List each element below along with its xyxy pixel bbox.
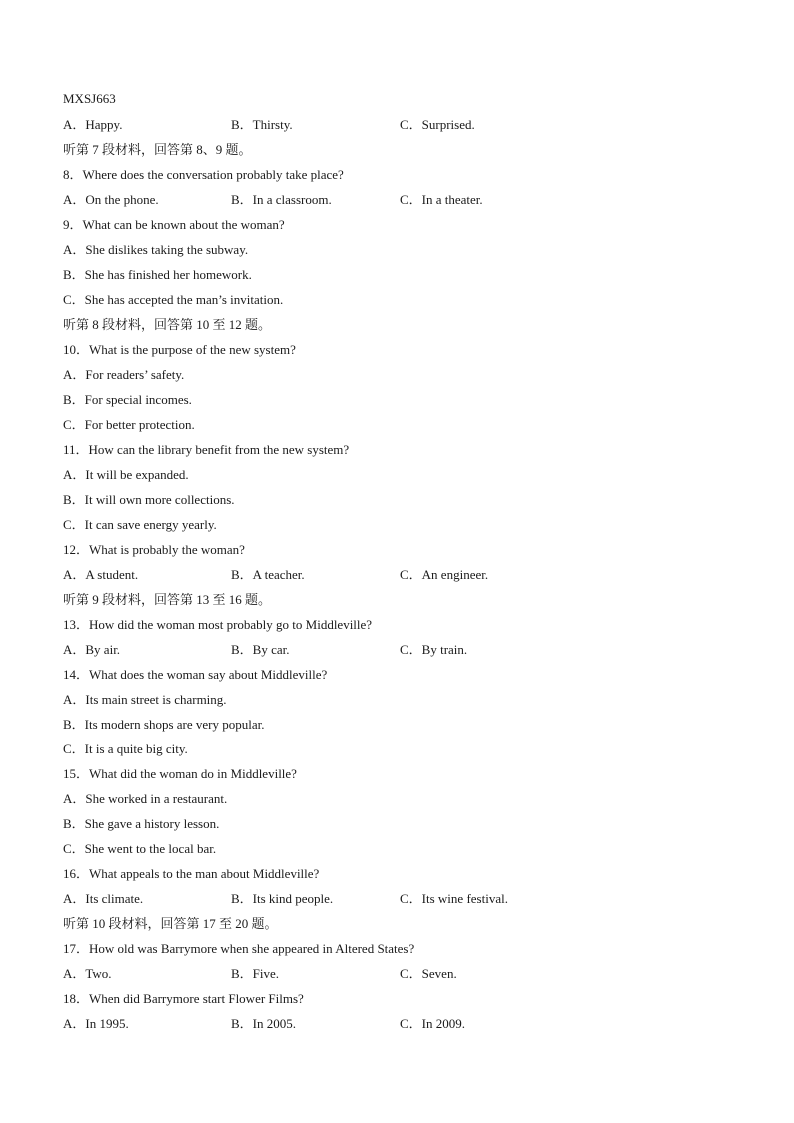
option-line: A．Its main street is charming. [63,692,227,707]
option-b: B．Five. [231,966,280,981]
question-text: 15．What did the woman do in Middleville? [63,766,297,781]
option-line: C．It is a quite big city. [63,741,188,756]
option-line: B．It will own more collections. [63,492,235,507]
option-line: C．She has accepted the man’s invitation. [63,292,284,307]
document-code: MXSJ663 [63,91,116,106]
question-text: 16．What appeals to the man about Middleville? [63,866,320,881]
section-instruction: 听第 7 段材料，回答第 8、9 题。 [63,142,252,157]
section-instruction: 听第 9 段材料，回答第 13 至 16 题。 [63,592,272,607]
option-c: C．An engineer. [400,567,489,582]
option-c: C．In a theater. [400,192,483,207]
option-line: C．She went to the local bar. [63,841,217,856]
option-a: A．In 1995. [63,1016,129,1031]
option-line: C．It can save energy yearly. [63,517,217,532]
option-a: A．A student. [63,567,139,582]
section-instruction: 听第 10 段材料，回答第 17 至 20 题。 [63,916,278,931]
option-line: B．Its modern shops are very popular. [63,717,265,732]
option-a: A．On the phone. [63,192,159,207]
option-line: B．She has finished her homework. [63,267,252,282]
option-c: C．In 2009. [400,1016,466,1031]
option-b: B．Its kind people. [231,891,334,906]
question-text: 11．How can the library benefit from the new system? [63,442,350,457]
option-b: B．In 2005. [231,1016,297,1031]
option-line: A．For readers’ safety. [63,367,185,382]
option-c: C．Seven. [400,966,457,981]
question-text: 9．What can be known about the woman? [63,217,285,232]
question-text: 18．When did Barrymore start Flower Films? [63,991,304,1006]
option-c: C．Surprised. [400,117,475,132]
option-line: B．She gave a history lesson. [63,816,220,831]
option-b: B．In a classroom. [231,192,332,207]
question-text: 17．How old was Barrymore when she appeared in Altered States? [63,941,415,956]
question-text: 14．What does the woman say about Middleville? [63,667,328,682]
option-a: A．Its climate. [63,891,144,906]
option-line: A．She dislikes taking the subway. [63,242,249,257]
option-c: C．Its wine festival. [400,891,508,906]
option-b: B．By car. [231,642,290,657]
option-b: B．Thirsty. [231,117,293,132]
section-instruction: 听第 8 段材料，回答第 10 至 12 题。 [63,317,272,332]
question-text: 12．What is probably the woman? [63,542,245,557]
option-a: A．By air. [63,642,121,657]
option-line: A．It will be expanded. [63,467,189,482]
option-line: C．For better protection. [63,417,195,432]
option-b: B．A teacher. [231,567,305,582]
question-text: 13．How did the woman most probably go to Middleville? [63,617,373,632]
option-line: B．For special incomes. [63,392,192,407]
option-c: C．By train. [400,642,468,657]
question-text: 10．What is the purpose of the new system? [63,342,296,357]
option-a: A．Two. [63,966,112,981]
question-text: 8．Where does the conversation probably take place? [63,167,344,182]
option-a: A．Happy. [63,117,123,132]
option-line: A．She worked in a restaurant. [63,791,228,806]
